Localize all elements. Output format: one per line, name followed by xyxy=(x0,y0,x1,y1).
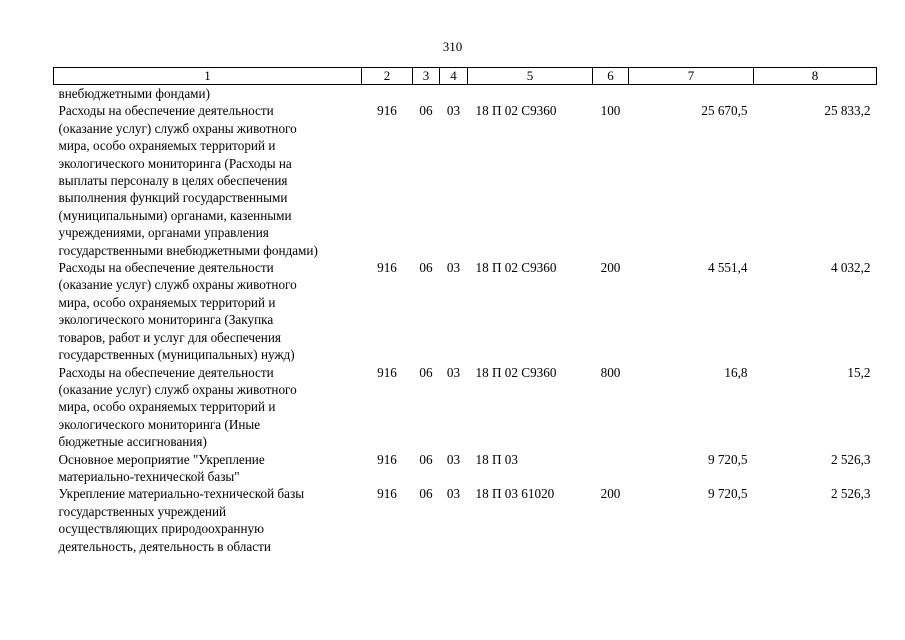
rz-cell: 06 xyxy=(419,364,433,380)
table-row xyxy=(54,485,877,555)
row-name: Основное мероприятие "Укрепление материально-технической базы" xyxy=(58,451,265,484)
row-name-cell xyxy=(54,451,362,486)
column-header: 1 xyxy=(54,68,362,85)
column-header: 2 xyxy=(362,68,413,85)
rz-cell: 06 xyxy=(419,260,433,276)
row-name: Укрепление материально-технической базы государственных учреждений осуществляющих природоохранную деятельность, деятельность в области xyxy=(58,486,305,554)
column-header: 6 xyxy=(593,68,629,85)
sum-year2-cell: 4 032,2 xyxy=(830,260,871,276)
row-name: Расходы на обеспечение деятельности (оказание услуг) служб охраны животного мира, особо охраняемых территорий и экологического мониторинга (Закупка товаров, работ и услуг для обеспечения государственных (муниципальных) нужд) xyxy=(58,260,297,363)
sum-year2-cell: 2 526,3 xyxy=(830,486,871,502)
vr-cell: 200 xyxy=(600,486,621,502)
row-name-cell xyxy=(54,259,362,363)
pr-cell: 03 xyxy=(446,364,461,380)
row-name-cell xyxy=(54,85,362,103)
pr-cell: 03 xyxy=(446,260,461,276)
column-header: 8 xyxy=(754,68,877,85)
rz-cell: 06 xyxy=(419,486,433,502)
column-header: 3 xyxy=(413,68,440,85)
grbs-cell: 916 xyxy=(377,103,397,119)
column-header: 4 xyxy=(440,68,468,85)
grbs-cell: 916 xyxy=(377,451,397,467)
sum-year2-cell: 15,2 xyxy=(847,364,871,380)
grbs-cell: 916 xyxy=(377,260,397,276)
csr-cell: 18 П 02 С9360 xyxy=(475,260,557,276)
table-row xyxy=(54,102,877,259)
vr-cell: 200 xyxy=(600,260,621,276)
budget-table xyxy=(53,67,877,555)
sum-year2-cell xyxy=(754,85,877,103)
rz-cell: 06 xyxy=(419,103,433,119)
grbs-cell xyxy=(362,85,413,103)
rz-cell: 06 xyxy=(419,451,433,467)
vr-cell: 100 xyxy=(600,103,621,119)
column-header: 7 xyxy=(629,68,754,85)
grbs-cell: 916 xyxy=(377,364,397,380)
vr-cell xyxy=(593,451,629,486)
vr-cell: 800 xyxy=(600,364,621,380)
column-header: 5 xyxy=(468,68,593,85)
row-name: Расходы на обеспечение деятельности (оказание услуг) служб охраны животного мира, особо охраняемых территорий и экологического мониторинга (Расходы на выплаты персоналу в целях обеспечения выполнения функций государственными (муниципальными) органами, казенными учреждениями, органами управления государственными внебюджетными фондами) xyxy=(58,103,318,258)
row-name-cell xyxy=(54,364,362,451)
row-name-cell xyxy=(54,485,362,555)
pr-cell xyxy=(440,85,468,103)
csr-cell: 18 П 02 С9360 xyxy=(475,364,557,380)
csr-cell: 18 П 03 xyxy=(475,451,518,467)
sum-year1-cell: 4 551,4 xyxy=(707,260,748,276)
table-row xyxy=(54,364,877,451)
pr-cell: 03 xyxy=(446,451,461,467)
csr-cell: 18 П 02 С9360 xyxy=(475,103,557,119)
csr-cell xyxy=(468,85,593,103)
sum-year2-cell: 25 833,2 xyxy=(824,103,871,119)
sum-year1-cell: 9 720,5 xyxy=(707,451,748,467)
row-name: внебюджетными фондами) xyxy=(58,86,210,101)
table-row xyxy=(54,451,877,486)
table-row xyxy=(54,259,877,363)
sum-year1-cell: 9 720,5 xyxy=(707,486,748,502)
pr-cell: 03 xyxy=(446,486,461,502)
rz-cell xyxy=(413,85,440,103)
sum-year1-cell: 16,8 xyxy=(724,364,748,380)
table-row xyxy=(54,85,877,103)
sum-year1-cell: 25 670,5 xyxy=(701,103,748,119)
vr-cell xyxy=(593,85,629,103)
sum-year1-cell xyxy=(629,85,754,103)
pr-cell: 03 xyxy=(446,103,461,119)
page-number: 310 xyxy=(442,39,463,54)
csr-cell: 18 П 03 61020 xyxy=(475,486,555,502)
sum-year2-cell: 2 526,3 xyxy=(830,451,871,467)
table-header-row xyxy=(54,68,877,85)
row-name-cell xyxy=(54,102,362,259)
grbs-cell: 916 xyxy=(377,486,397,502)
row-name: Расходы на обеспечение деятельности (оказание услуг) служб охраны животного мира, особо охраняемых территорий и экологического мониторинга (Иные бюджетные ассигнования) xyxy=(58,364,297,450)
